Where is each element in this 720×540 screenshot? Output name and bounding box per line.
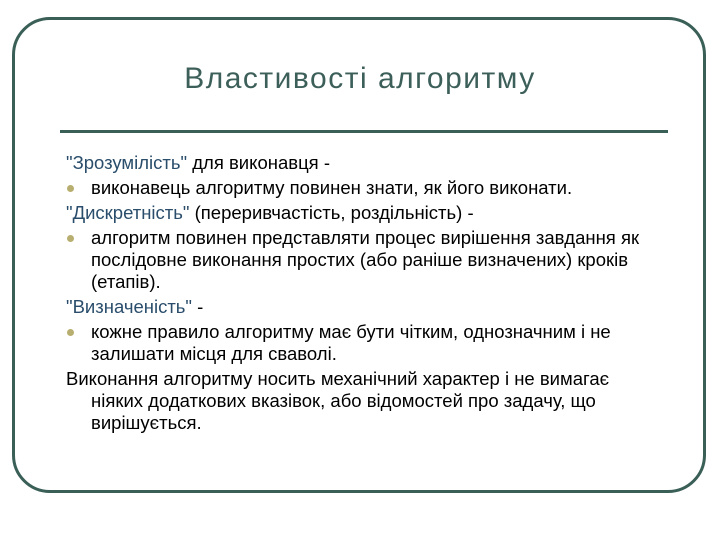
term-label: "Дискретність" — [66, 202, 190, 223]
bullet-text: виконавець алгоритму повинен знати, як його виконати. — [91, 177, 573, 198]
term-label: "Зрозумілість" — [66, 152, 188, 173]
section-heading — [66, 152, 646, 174]
title-divider — [60, 130, 668, 133]
slide-title: Властивості алгоритму — [184, 62, 536, 95]
bullet-text: алгоритм повинен представляти процес вирішення завдання як послідовне виконання простих (або раніше визначених) кроків (етапів). — [91, 227, 640, 292]
slide-content — [66, 152, 646, 437]
closing-paragraph: Виконання алгоритму носить механічний характер і не вимагає ніяких додаткових вказівок, або відомостей про задачу, що вирішується. — [66, 368, 610, 433]
bullet-text: кожне правило алгоритму має бути чітким, однозначним і не залишати місця для сваволі. — [91, 321, 611, 364]
term-description: (переривчастість, роздільність) - — [189, 202, 474, 223]
section-heading — [66, 296, 646, 318]
bullet-dot-icon — [67, 235, 74, 242]
section-heading — [66, 202, 646, 224]
bullet-item — [66, 177, 646, 199]
term-description: для виконавця - — [187, 152, 330, 173]
bullet-item — [66, 227, 646, 293]
term-label: "Визначеність" — [66, 296, 193, 317]
bullet-item — [66, 321, 646, 365]
bullet-dot-icon — [67, 185, 74, 192]
bullet-dot-icon — [67, 329, 74, 336]
term-description: - — [192, 296, 204, 317]
